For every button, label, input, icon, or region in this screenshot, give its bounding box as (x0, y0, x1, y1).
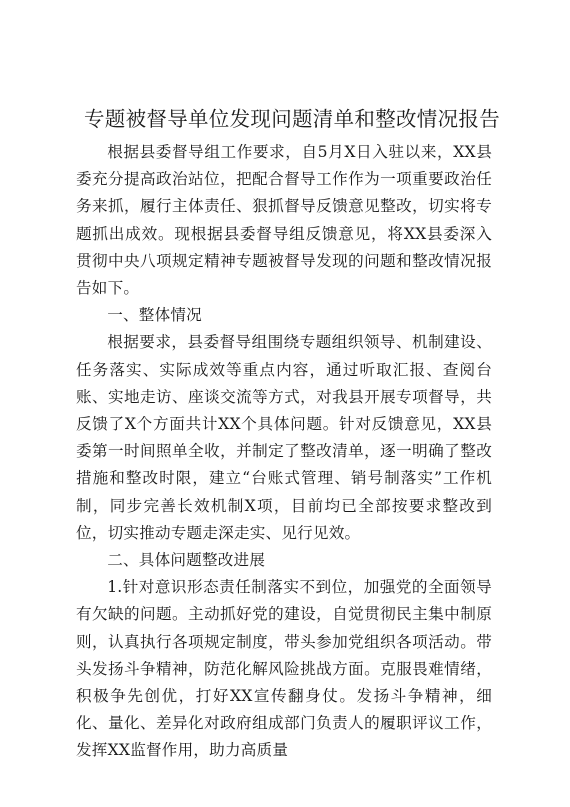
document-body (76, 139, 492, 765)
document-title: 专题被督导单位发现问题清单和整改情况报告 (84, 107, 500, 131)
section-heading-overview: 一、整体情况 (107, 306, 202, 325)
section-heading-progress: 二、具体问题整改进展 (107, 551, 266, 570)
intro-paragraph: 根据县委督导组工作要求，自5月X日入驻以来，XX县委充分提高政治站位，把配合督导工作作为一项重要政治任务来抓，履行主体责任、狠抓督导反馈意见整改，切实将专题抓出成效。现根据县委督导组反馈意见，将XX县委深入贯彻中央八项规定精神专题被督导发现的问题和整改情况报告如下。 (76, 143, 492, 298)
progress-paragraph-1: 1.针对意识形态责任制落实不到位，加强党的全面领导有欠缺的问题。主动抓好党的建设，自觉贯彻民主集中制原则，认真执行各项规定制度，带头参加党组织各项活动。带头发扬斗争精神，防范化解风险挑战方面。克服畏难情绪，积极争先创优，打好XX宣传翻身仗。发扬斗争精神，细化、量化、差异化对政府组成部门负责人的履职评议工作，发挥XX监督作用，助力高质量 (76, 578, 492, 760)
overview-paragraph: 根据要求，县委督导组围绕专题组织领导、机制建设、任务落实、实际成效等重点内容，通过听取汇报、查阅台账、实地走访、座谈交流等方式，对我县开展专项督导，共反馈了X个方面共计XX个具体问题。针对反馈意见，XX县委第一时间照单全收，并制定了整改清单，逐一明确了整改措施和整改时限，建立“台账式管理、销号制落实”工作机制，同步完善长效机制X项，目前均已全部按要求整改到位，切实推动专题走深走实、见行见效。 (76, 333, 492, 542)
